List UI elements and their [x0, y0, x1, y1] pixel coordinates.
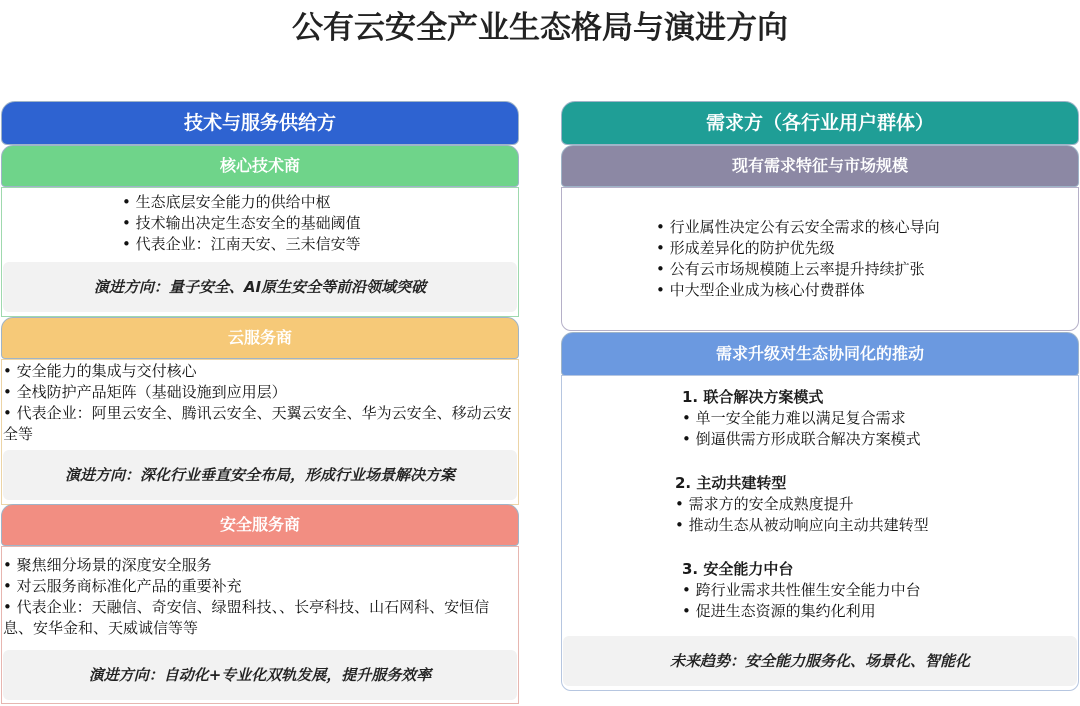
list-item: • 对云服务商标准化产品的重要补充	[3, 576, 513, 597]
list-item: • 需求方的安全成熟度提升	[675, 494, 929, 515]
core-tech-trend: 演进方向：量子安全、AI原生安全等前沿领域突破	[3, 262, 517, 312]
security-provider-list	[3, 555, 513, 639]
list-item: • 全栈防护产品矩阵（基础设施到应用层）	[3, 382, 515, 403]
upgrade-section-title: 2. 主动共建转型	[675, 474, 787, 492]
demand-upgrade-header: 需求升级对生态协同化的推动	[561, 332, 1079, 376]
list-item: • 跨行业需求共性催生安全能力中台	[682, 580, 921, 601]
list-item: • 倒逼供需方形成联合解决方案模式	[682, 429, 921, 450]
security-provider-trend: 演进方向：自动化+专业化双轨发展，提升服务效率	[3, 650, 517, 700]
list-item: • 代表企业：阿里云安全、腾讯云安全、天翼云安全、华为云安全、移动云安全等	[3, 403, 515, 445]
core-tech-header: 核心技术商	[1, 145, 519, 187]
list-item: • 技术输出决定生态安全的基础阈值	[122, 213, 361, 234]
list-item: • 生态底层安全能力的供给中枢	[122, 192, 361, 213]
list-item: • 代表企业：天融信、奇安信、绿盟科技、、长亭科技、山石网科、安恒信息、安华金和、天威诚信等等	[3, 597, 513, 639]
upgrade-section-title: 1. 联合解决方案模式	[682, 388, 824, 406]
list-item: • 代表企业：江南天安、三未信安等	[122, 234, 361, 255]
demand-trend: 未来趋势：安全能力服务化、场景化、智能化	[563, 636, 1077, 686]
list-item: • 中大型企业成为核心付费群体	[656, 280, 940, 301]
list-item: • 促进生态资源的集约化利用	[682, 601, 921, 622]
list-item: • 聚焦细分场景的深度安全服务	[3, 555, 513, 576]
list-item: • 安全能力的集成与交付核心	[3, 361, 515, 382]
cloud-provider-trend: 演进方向：深化行业垂直安全布局，形成行业场景解决方案	[3, 450, 517, 500]
core-tech-list	[122, 192, 361, 255]
demand-features-header: 现有需求特征与市场规模	[561, 145, 1079, 187]
supply-header: 技术与服务供给方	[1, 101, 519, 145]
upgrade-section-title: 3. 安全能力中台	[682, 560, 794, 578]
list-item: • 推动生态从被动响应向主动共建转型	[675, 515, 929, 536]
security-provider-header: 安全服务商	[1, 504, 519, 546]
upgrade-section-2	[675, 472, 929, 536]
list-item: • 行业属性决定公有云安全需求的核心导向	[656, 217, 940, 238]
upgrade-section-3	[682, 558, 921, 622]
list-item: • 单一安全能力难以满足复合需求	[682, 408, 921, 429]
cloud-provider-list	[3, 361, 515, 445]
page-title: 公有云安全产业生态格局与演进方向	[292, 10, 788, 46]
cloud-provider-header: 云服务商	[1, 317, 519, 359]
upgrade-section-1	[682, 386, 921, 450]
demand-header: 需求方（各行业用户群体）	[561, 101, 1079, 145]
list-item: • 形成差异化的防护优先级	[656, 238, 940, 259]
demand-features-list	[656, 217, 940, 301]
list-item: • 公有云市场规模随上云率提升持续扩张	[656, 259, 940, 280]
